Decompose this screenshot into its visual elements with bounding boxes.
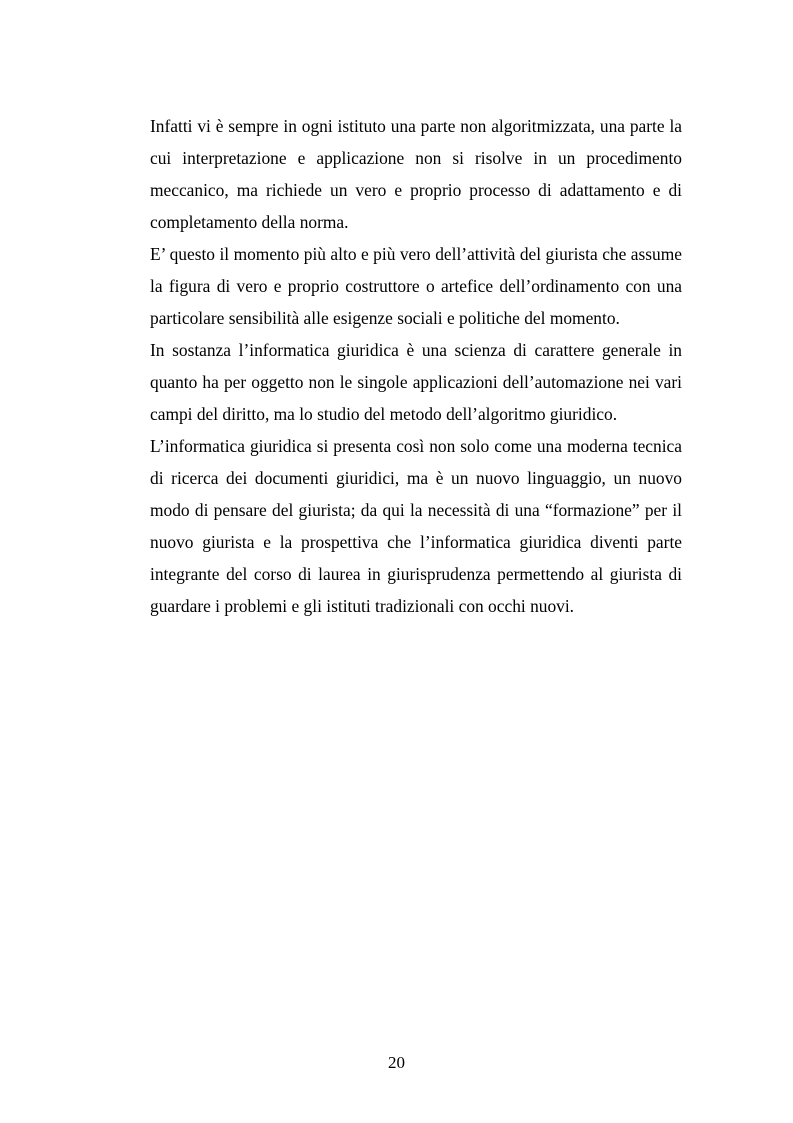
paragraph-3: In sostanza l’informatica giuridica è una scienza di carattere generale in quanto ha per oggetto non le singole applicazioni dell’automazione nei vari campi del diritto, ma lo studio del metodo dell’algoritmo giuridico. <box>150 340 682 424</box>
paragraph-4: L’informatica giuridica si presenta così non solo come una moderna tecnica di ricerca dei documenti giuridici, ma è un nuovo linguaggio, un nuovo modo di pensare del giurista; da qui la necessità di una “formazione” per il nuovo giurista e la prospettiva che l’informatica giuridica diventi parte integrante del corso di laurea in giurisprudenza permettendo al giurista di guardare i problemi e gli istituti tradizionali con occhi nuovi. <box>150 436 682 616</box>
page-number: 20 <box>388 1053 405 1072</box>
body-text <box>150 110 682 622</box>
paragraph-2: E’ questo il momento più alto e più vero dell’attività del giurista che assume la figura di vero e proprio costruttore o artefice dell’ordinamento con una particolare sensibilità alle esigenze sociali e politiche del momento. <box>150 244 682 328</box>
paragraph-1: Infatti vi è sempre in ogni istituto una parte non algoritmizzata, una parte la cui interpretazione e applicazione non si risolve in un procedimento meccanico, ma richiede un vero e proprio processo di adattamento e di completamento della norma. <box>150 116 682 232</box>
